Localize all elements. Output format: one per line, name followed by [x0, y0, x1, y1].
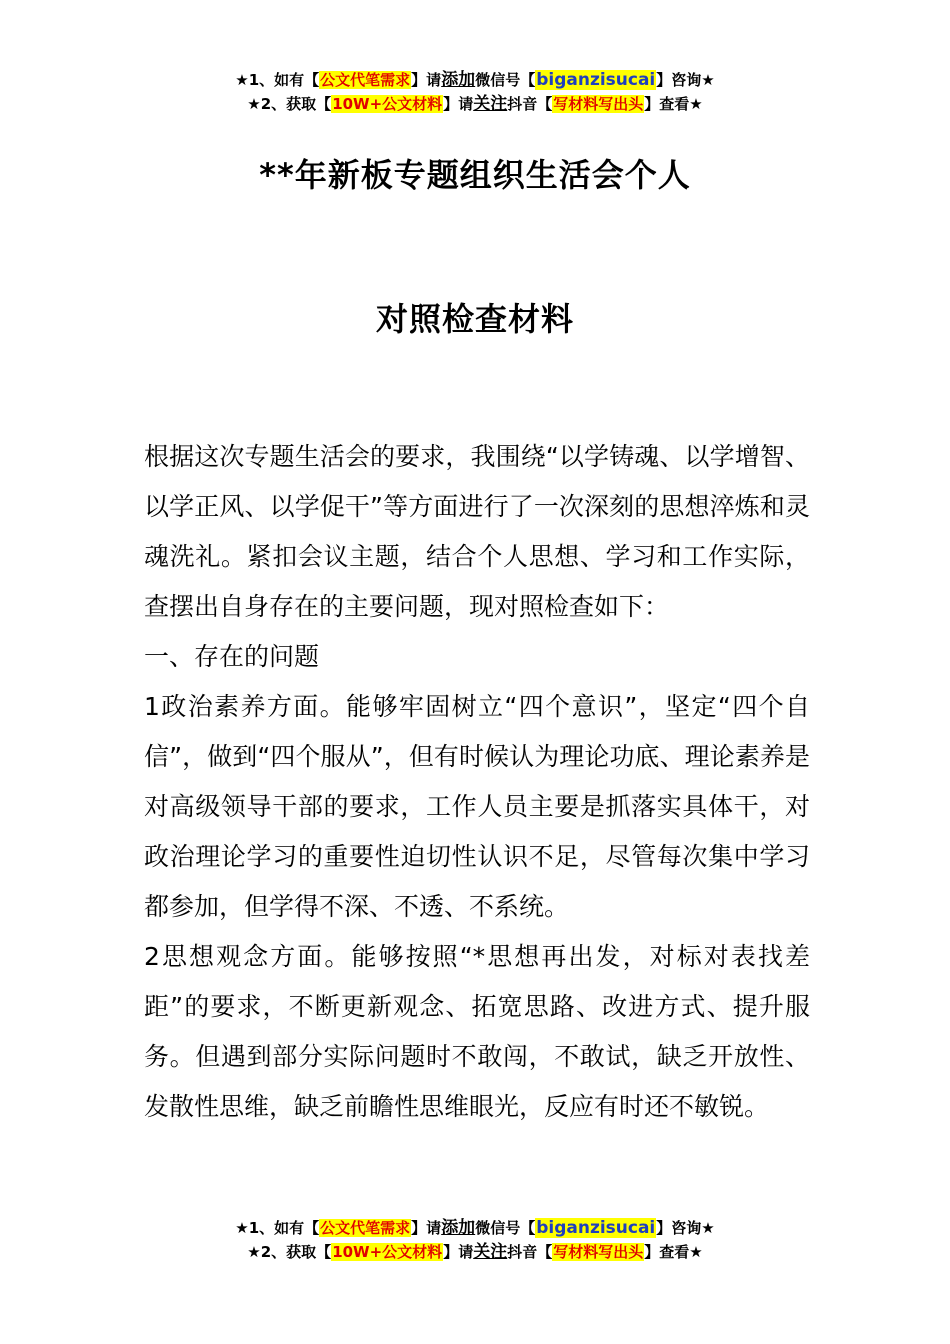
banner-text: ★1、如有【: [235, 71, 320, 89]
banner-text: ★2、获取【: [247, 95, 332, 113]
banner-line-2: [0, 92, 950, 116]
banner-emphasis: 添加: [441, 70, 476, 90]
issue-paragraph-1: 1政治素养方面。能够牢固树立“四个意识”，坚定“四个自信”，做到“四个服从”，但有时候认为理论功底、理论素养是对高级领导干部的要求，工作人员主要是抓落实具体干，对政治理论学习的重要性迫切性认识不足，尽管每次集中学习都参加，但学得不深、不透、不系统。: [144, 692, 810, 921]
banner-line-1: [0, 68, 950, 92]
banner-line-1: [0, 1216, 950, 1240]
footer-banner: [0, 1216, 950, 1264]
banner-wechat-id: biganzisucai: [536, 1218, 656, 1238]
banner-text: 】咨询★: [656, 71, 715, 89]
banner-text: ★2、获取【: [247, 1243, 332, 1261]
banner-emphasis: 关注: [473, 94, 508, 114]
intro-paragraph: 根据这次专题生活会的要求，我围绕“以学铸魂、以学增智、以学正风、以学促干”等方面进行了一次深刻的思想淬炼和灵魂洗礼。紧扣会议主题，结合个人思想、学习和工作实际，查摆出自身存在的主要问题，现对照检查如下：: [144, 442, 810, 621]
banner-emphasis: 添加: [441, 1218, 476, 1238]
banner-line-2: [0, 1240, 950, 1264]
banner-highlight: 10W+公文材料: [332, 1243, 443, 1261]
banner-text: 微信号【: [475, 71, 536, 89]
banner-highlight: 公文代笔需求: [320, 1219, 411, 1237]
section-heading: 一、存在的问题: [144, 642, 320, 671]
banner-text: 】咨询★: [656, 1219, 715, 1237]
banner-text: 】请: [443, 95, 474, 113]
issue-paragraph-2: 2思想观念方面。能够按照“*思想再出发，对标对表找差距”的要求，不断更新观念、拓宽思路、改进方式、提升服务。但遇到部分实际问题时不敢闯，不敢试，缺乏开放性、发散性思维，缺乏前瞻性思维眼光，反应有时还不敏锐。: [144, 942, 810, 1121]
banner-text: 抖音【: [507, 1243, 553, 1261]
document-title-line-2: 对照检查材料: [375, 300, 574, 338]
banner-text: 】请: [411, 71, 442, 89]
banner-text: ★1、如有【: [235, 1219, 320, 1237]
banner-wechat-id: biganzisucai: [536, 70, 656, 90]
banner-douyin-id: 写材料写出头: [553, 95, 644, 113]
banner-text: 抖音【: [507, 95, 553, 113]
header-banner: [0, 68, 950, 116]
banner-highlight: 10W+公文材料: [332, 95, 443, 113]
banner-text: 微信号【: [475, 1219, 536, 1237]
banner-text: 】请: [411, 1219, 442, 1237]
banner-highlight: 公文代笔需求: [320, 71, 411, 89]
banner-text: 】查看★: [644, 95, 703, 113]
document-body: [144, 432, 810, 1132]
banner-text: 】查看★: [644, 1243, 703, 1261]
document-title-line-1: **年新板专题组织生活会个人: [259, 156, 691, 194]
banner-text: 】请: [443, 1243, 474, 1261]
banner-emphasis: 关注: [473, 1242, 508, 1262]
banner-douyin-id: 写材料写出头: [553, 1243, 644, 1261]
